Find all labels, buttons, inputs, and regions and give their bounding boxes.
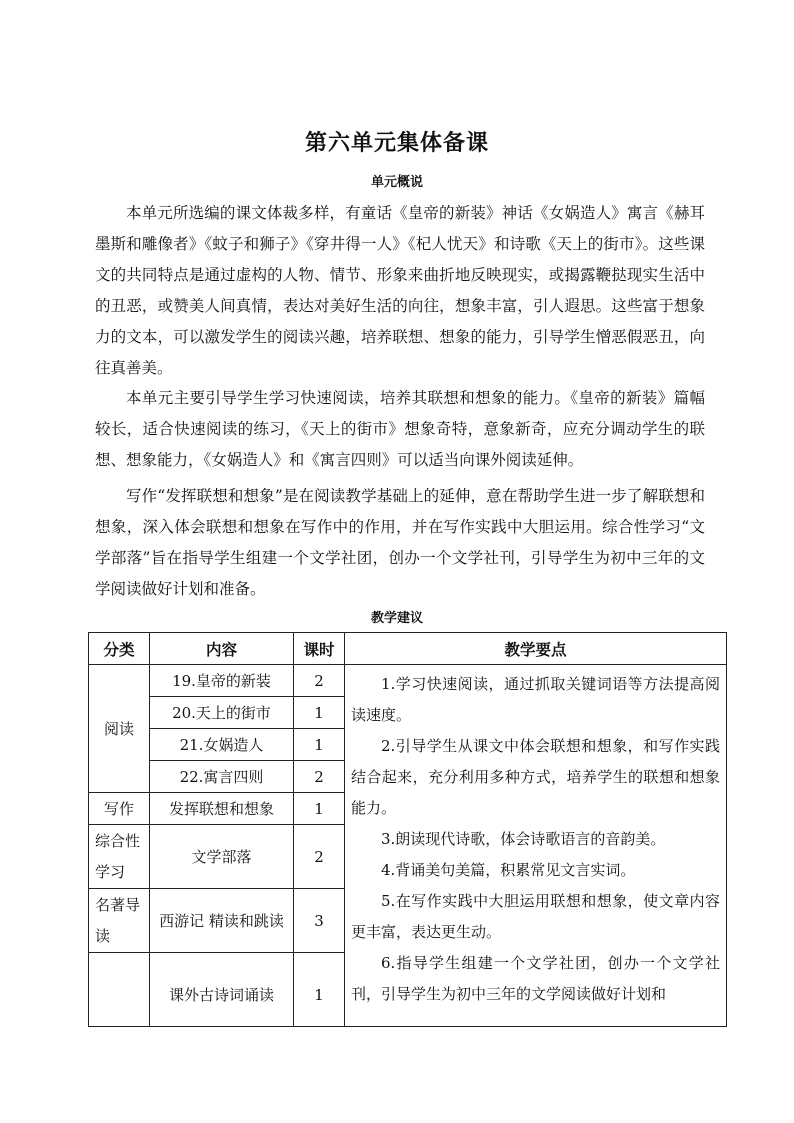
content-cell: 文学部落 [150,825,294,889]
content-cell: 22.寓言四则 [150,761,294,793]
category-cell [89,953,150,1027]
overview-paragraph-1: 本单元所选编的课文体裁多样，有童话《皇帝的新装》神话《女娲造人》寓言《赫耳墨斯和雕像者》《蚊子和狮子》《穿井得一人》《杞人忧天》和诗歌《天上的街市》。这些课文的共同特点是通过虚构的人物、情节、形象来曲折地反映现实，或揭露鞭挞现实生活中的丑恶，或赞美人间真情，表达对美好生活的向往，想象丰富，引人遐思。这些富于想象力的文本，可以激发学生的阅读兴趣，培养联想、想象的能力，引导学生憎恶假恶丑，向往真善美。 [95,204,705,377]
content-cell: 发挥联想和想象 [150,793,294,825]
category-cell: 名著导读 [89,889,150,953]
content-cell: 19.皇帝的新装 [150,665,294,697]
teaching-plan-table [88,632,727,1027]
overview-paragraph-3: 写作“发挥联想和想象”是在阅读教学基础上的延伸，意在帮助学生进一步了解联想和想象，深入体会联想和想象在写作中的作用，并在写作实践中大胆运用。综合性学习“文学部落”旨在指导学生组建一个文学社团，创办一个文学社刊，引导学生为初中三年的文学阅读做好计划和准备。 [95,487,705,598]
category-cell: 阅读 [89,665,150,793]
content-cell: 课外古诗词诵读 [150,953,294,1027]
key-point: 1.学习快速阅读，通过抓取关键词语等方法提高阅读速度。 [351,675,720,724]
hours-cell: 3 [294,889,345,953]
hours-cell: 1 [294,697,345,729]
key-point: 4.背诵美句美篇，积累常见文言实词。 [381,861,636,879]
key-point: 2.引导学生从课文中体会联想和想象，和写作实践结合起来，充分利用多种方式，培养学生的联想和想象能力。 [351,737,720,817]
hours-cell: 1 [294,793,345,825]
header-content: 内容 [150,633,294,665]
key-point: 3.朗读现代诗歌，体会诗歌语言的音韵美。 [381,830,666,848]
teaching-suggestions-heading: 教学建议 [370,611,423,626]
content-cell: 西游记 精读和跳读 [150,889,294,953]
overview-heading: 单元概说 [370,175,423,190]
hours-cell: 2 [294,665,345,697]
hours-cell: 1 [294,953,345,1027]
key-point: 5.在写作实践中大胆运用联想和想象，使文章内容更丰富，表达更生动。 [351,892,720,941]
hours-cell: 2 [294,761,345,793]
header-key-points: 教学要点 [345,633,727,665]
overview-paragraph-2: 本单元主要引导学生学习快速阅读，培养其联想和想象的能力。《皇帝的新装》篇幅较长，适合快速阅读的练习，《天上的街市》想象奇特，意象新奇，应充分调动学生的联想、想象能力，《女娲造人》和《寓言四则》可以适当向课外阅读延伸。 [95,389,705,469]
table-header-row [89,633,727,665]
hours-cell: 1 [294,729,345,761]
content-cell: 21.女娲造人 [150,729,294,761]
header-hours: 课时 [294,633,345,665]
category-cell: 综合性学习 [89,825,150,889]
page-title: 第六单元集体备课 [304,130,489,156]
header-category: 分类 [89,633,150,665]
key-points-cell [345,665,727,1027]
content-cell: 20.天上的街市 [150,697,294,729]
category-cell: 写作 [89,793,150,825]
table-row [89,665,727,697]
hours-cell: 2 [294,825,345,889]
key-point: 6.指导学生组建一个文学社团，创办一个文学社刊，引导学生为初中三年的文学阅读做好计划和 [351,954,720,1003]
